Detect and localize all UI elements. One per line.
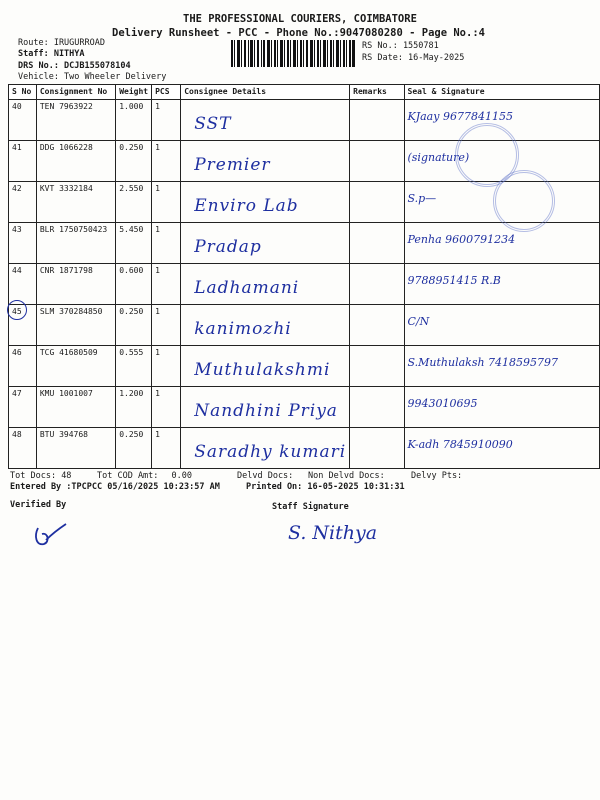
verified-by-label: Verified By bbox=[10, 500, 67, 510]
cod-label: Tot COD Amt: bbox=[97, 471, 159, 481]
sno-cell: 47 bbox=[9, 387, 37, 428]
weight-cell: 0.600 bbox=[116, 264, 152, 305]
table-row bbox=[9, 387, 600, 428]
handwritten-consignee: kanimozhi bbox=[194, 319, 292, 339]
remarks-cell bbox=[350, 100, 404, 141]
pcs-cell: 1 bbox=[152, 387, 181, 428]
header-sno: S No bbox=[9, 85, 37, 100]
company-seal-stamp-2 bbox=[493, 170, 555, 232]
consignment-cell: KMU 1001007 bbox=[36, 387, 115, 428]
header-weight: Weight bbox=[116, 85, 152, 100]
pcs-cell: 1 bbox=[152, 223, 181, 264]
handwritten-signature: C/N bbox=[407, 315, 430, 328]
pcs-cell: 1 bbox=[152, 100, 181, 141]
delivery-points-label: Delvy Pts: bbox=[411, 471, 463, 481]
handwritten-consignee: Enviro Lab bbox=[194, 196, 299, 216]
consignee-cell bbox=[181, 387, 350, 428]
consignee-cell bbox=[181, 346, 350, 387]
route-label: Route: IRUGURROAD bbox=[18, 38, 105, 48]
sno-cell: 40 bbox=[9, 100, 37, 141]
pcs-cell: 1 bbox=[152, 428, 181, 469]
consignee-cell bbox=[181, 428, 350, 469]
barcode-image bbox=[231, 40, 355, 67]
handwritten-signature: KJaay 9677841155 bbox=[407, 110, 513, 123]
header-pcs: PCS bbox=[152, 85, 181, 100]
total-docs-value: 48 bbox=[61, 471, 72, 481]
verified-by-signature bbox=[32, 522, 72, 550]
non-delivered-docs-label: Non Delvd Docs: bbox=[308, 471, 385, 481]
pcs-cell: 1 bbox=[152, 141, 181, 182]
weight-cell: 0.250 bbox=[116, 428, 152, 469]
handwritten-consignee: Muthulakshmi bbox=[194, 360, 331, 380]
printed-on: Printed On: 16-05-2025 10:31:31 bbox=[246, 482, 405, 492]
header-consignee: Consignee Details bbox=[181, 85, 350, 100]
handwritten-signature: (signature) bbox=[407, 151, 470, 164]
rs-number: RS No.: 1550781 bbox=[362, 41, 439, 51]
table-row bbox=[9, 428, 600, 469]
handwritten-signature: S.p— bbox=[407, 192, 437, 205]
handwritten-consignee: Saradhy kumari bbox=[194, 442, 347, 462]
cod-value: 0.00 bbox=[171, 471, 193, 481]
handwritten-consignee: Pradap bbox=[194, 237, 262, 257]
sno-cell: 41 bbox=[9, 141, 37, 182]
rs-date: RS Date: 16-May-2025 bbox=[362, 53, 465, 63]
handwritten-signature: 9788951415 R.B bbox=[407, 274, 501, 287]
weight-cell: 2.550 bbox=[116, 182, 152, 223]
handwritten-signature: S.Muthulaksh 7418595797 bbox=[407, 356, 559, 369]
consignment-cell: KVT 3332184 bbox=[36, 182, 115, 223]
drs-label: DRS No.: DCJB155078104 bbox=[18, 61, 131, 71]
remarks-cell bbox=[350, 346, 404, 387]
consignment-cell: BLR 1750750423 bbox=[36, 223, 115, 264]
sno-cell: 43 bbox=[9, 223, 37, 264]
weight-cell: 0.250 bbox=[116, 305, 152, 346]
weight-cell: 1.200 bbox=[116, 387, 152, 428]
total-docs-label: Tot Docs: bbox=[10, 471, 57, 481]
handwritten-consignee: SST bbox=[194, 114, 232, 134]
consignment-cell: BTU 394768 bbox=[36, 428, 115, 469]
table-row bbox=[9, 264, 600, 305]
staff-signature-label: Staff Signature bbox=[272, 502, 349, 512]
total-docs bbox=[10, 471, 71, 481]
ink-circle-mark bbox=[7, 300, 27, 320]
consignee-cell bbox=[181, 100, 350, 141]
consignment-cell: TCG 41680509 bbox=[36, 346, 115, 387]
remarks-cell bbox=[350, 141, 404, 182]
weight-cell: 1.000 bbox=[116, 100, 152, 141]
remarks-cell bbox=[350, 264, 404, 305]
handwritten-signature: K-adh 7845910090 bbox=[407, 438, 513, 451]
consignee-cell bbox=[181, 305, 350, 346]
signature-cell bbox=[404, 223, 600, 264]
weight-cell: 0.555 bbox=[116, 346, 152, 387]
remarks-cell bbox=[350, 223, 404, 264]
header-seal-signature: Seal & Signature bbox=[404, 85, 600, 100]
runsheet-subtitle: Delivery Runsheet - PCC - Phone No.:9047080280 - Page No.:4 bbox=[112, 27, 485, 39]
pcs-cell: 1 bbox=[152, 346, 181, 387]
sno-cell: 48 bbox=[9, 428, 37, 469]
company-title: THE PROFESSIONAL COURIERS, COIMBATORE bbox=[183, 13, 417, 25]
vehicle-label: Vehicle: Two Wheeler Delivery bbox=[18, 72, 167, 82]
sno-cell: 45 bbox=[9, 305, 37, 346]
sno-cell: 42 bbox=[9, 182, 37, 223]
sno-cell: 44 bbox=[9, 264, 37, 305]
handwritten-consignee: Nandhini Priya bbox=[194, 401, 338, 421]
remarks-cell bbox=[350, 428, 404, 469]
handwritten-consignee: Ladhamani bbox=[194, 278, 300, 298]
pcs-cell: 1 bbox=[152, 264, 181, 305]
consignee-cell bbox=[181, 264, 350, 305]
signature-cell bbox=[404, 387, 600, 428]
consignment-cell: SLM 370284850 bbox=[36, 305, 115, 346]
remarks-cell bbox=[350, 305, 404, 346]
pcs-cell: 1 bbox=[152, 182, 181, 223]
delivered-docs-label: Delvd Docs: bbox=[237, 471, 294, 481]
entered-by: Entered By :TPCPCC 05/16/2025 10:23:57 AM bbox=[10, 482, 220, 492]
signature-cell bbox=[404, 428, 600, 469]
consignment-cell: DDG 1066228 bbox=[36, 141, 115, 182]
header-consignment: Consignment No bbox=[36, 85, 115, 100]
consignee-cell bbox=[181, 141, 350, 182]
signature-cell bbox=[404, 264, 600, 305]
handwritten-signature: Penha 9600791234 bbox=[407, 233, 516, 246]
signature-cell bbox=[404, 346, 600, 387]
weight-cell: 5.450 bbox=[116, 223, 152, 264]
sno-cell: 46 bbox=[9, 346, 37, 387]
weight-cell: 0.250 bbox=[116, 141, 152, 182]
header-remarks: Remarks bbox=[350, 85, 404, 100]
table-header-row bbox=[9, 85, 600, 100]
cod-amount bbox=[97, 471, 192, 481]
handwritten-signature: 9943010695 bbox=[407, 397, 478, 410]
consignee-cell bbox=[181, 223, 350, 264]
staff-signature: S. Nithya bbox=[288, 522, 378, 544]
remarks-cell bbox=[350, 387, 404, 428]
consignee-cell bbox=[181, 182, 350, 223]
signature-cell bbox=[404, 305, 600, 346]
consignment-cell: CNR 1871798 bbox=[36, 264, 115, 305]
consignment-cell: TEN 7963922 bbox=[36, 100, 115, 141]
pcs-cell: 1 bbox=[152, 305, 181, 346]
handwritten-consignee: Premier bbox=[194, 155, 271, 175]
table-row bbox=[9, 305, 600, 346]
remarks-cell bbox=[350, 182, 404, 223]
staff-label: Staff: NITHYA bbox=[18, 49, 85, 59]
table-row bbox=[9, 346, 600, 387]
